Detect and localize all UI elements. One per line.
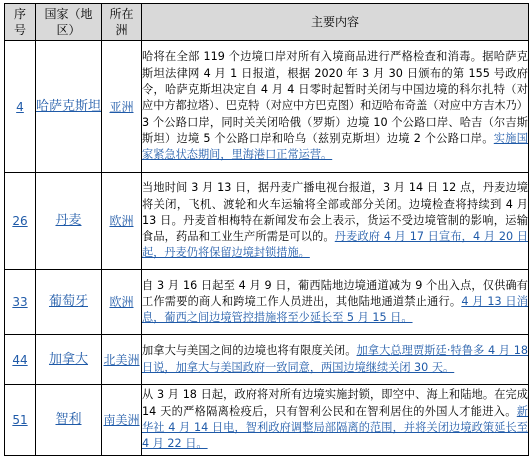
row-country[interactable]: 丹麦 — [36, 173, 102, 270]
content-text: 自 3 月 16 日起至 4 月 9 日，葡西陆地边境通道减为 9 个出入点，仅供确有工作需要的商人和跨境工作人员进出，其他陆地通道禁止通行。 — [142, 278, 528, 308]
header-content: 主要内容 — [142, 4, 529, 41]
content-text: 哈将在全部 119 个边境口岸对所有入境商品进行严格检查和消毒。据哈萨克斯坦法律网 4 月 1 日报道，根据 2020 年 3 月 30 日颁布的第 155 号政府令，哈萨克斯坦决定自 4 月 4 日零时起暂时关闭与中国边境的科尔扎特（对应中方都拉塔）、巴克特（对应中方巴克图）和迈哈布奇盖（对应中方吉木乃）3 个公路口岸，同时关关闭哈俄（罗斯）边境 10 个公路口岸、哈吉（尔吉斯斯坦）边境 5 个公路口岸和哈乌（兹别克斯坦）边境 2 个公路口岸。 — [142, 50, 528, 145]
row-continent[interactable]: 欧洲 — [102, 173, 142, 270]
row-content — [142, 335, 529, 385]
row-country[interactable]: 葡萄牙 — [36, 270, 102, 335]
border-closure-table — [4, 3, 529, 456]
table-header-row — [5, 4, 529, 41]
header-country: 国家（地区） — [36, 4, 102, 41]
table-row — [5, 173, 529, 270]
content-text: 从 3 月 18 日起，政府将对所有边境实施封锁，即空中、海上和陆地。在完成 14 天的严格隔离检疫后，只有智利公民和在智利居住的外国人才能进入。 — [142, 388, 528, 418]
content-text: 当地时间 3 月 13 日，据丹麦广播电视台报道，3 月 14 日 12 点，丹麦边境将关闭，飞机、渡轮和火车运输将全部或部分关闭。边境检查将持续到 4 月 13 日。丹麦首相梅特在新闻发布会上表示，货运不受边境管制的影响，运输食品，药品和工业生产所需是可以的。 — [142, 181, 528, 244]
row-number[interactable]: 44 — [5, 335, 36, 385]
table-row — [5, 41, 529, 173]
table-row — [5, 270, 529, 335]
row-content — [142, 41, 529, 173]
header-seq: 序号 — [5, 4, 36, 41]
table-row — [5, 385, 529, 456]
row-number[interactable]: 33 — [5, 270, 36, 335]
row-number[interactable]: 4 — [5, 41, 36, 173]
row-number[interactable]: 51 — [5, 385, 36, 456]
row-country[interactable]: 智利 — [36, 385, 102, 456]
row-continent[interactable]: 北美洲 — [102, 335, 142, 385]
row-continent[interactable]: 南美洲 — [102, 385, 142, 456]
content-update-link[interactable]: 加拿大总理贾斯廷·特鲁多 4 月 18 日说，加拿大与美国政府一致同意，两国边境继续关闭 30 天。 — [142, 344, 528, 374]
header-continent: 所在洲 — [102, 4, 142, 41]
row-continent[interactable]: 亚洲 — [102, 41, 142, 173]
content-text: 加拿大与美国之间的边境也将有限度关闭。 — [142, 344, 357, 358]
content-update-link[interactable]: 4 月 13 日消息，葡西之间边境管控措施将至少延长至 5 月 15 日。 — [142, 294, 528, 325]
row-number[interactable]: 26 — [5, 173, 36, 270]
row-content — [142, 270, 529, 335]
row-continent[interactable]: 欧洲 — [102, 270, 142, 335]
row-country[interactable]: 哈萨克斯坦 — [36, 41, 102, 173]
table-row — [5, 335, 529, 385]
row-content — [142, 385, 529, 456]
content-update-link[interactable]: 新华社 4 月 14 日电，智利政府调整局部隔离的范围，并将关闭边境政策延长至 4 月 22 日。 — [142, 404, 528, 451]
row-content — [142, 173, 529, 270]
row-country[interactable]: 加拿大 — [36, 335, 102, 385]
content-update-link[interactable]: 实施国家紧急状态期间，里海港口正常运营。 — [142, 131, 528, 162]
content-update-link[interactable]: 丹麦政府 4 月 17 日宣布，4 月 20 日起，丹麦仍将保留边境封锁措施。 — [142, 230, 528, 260]
